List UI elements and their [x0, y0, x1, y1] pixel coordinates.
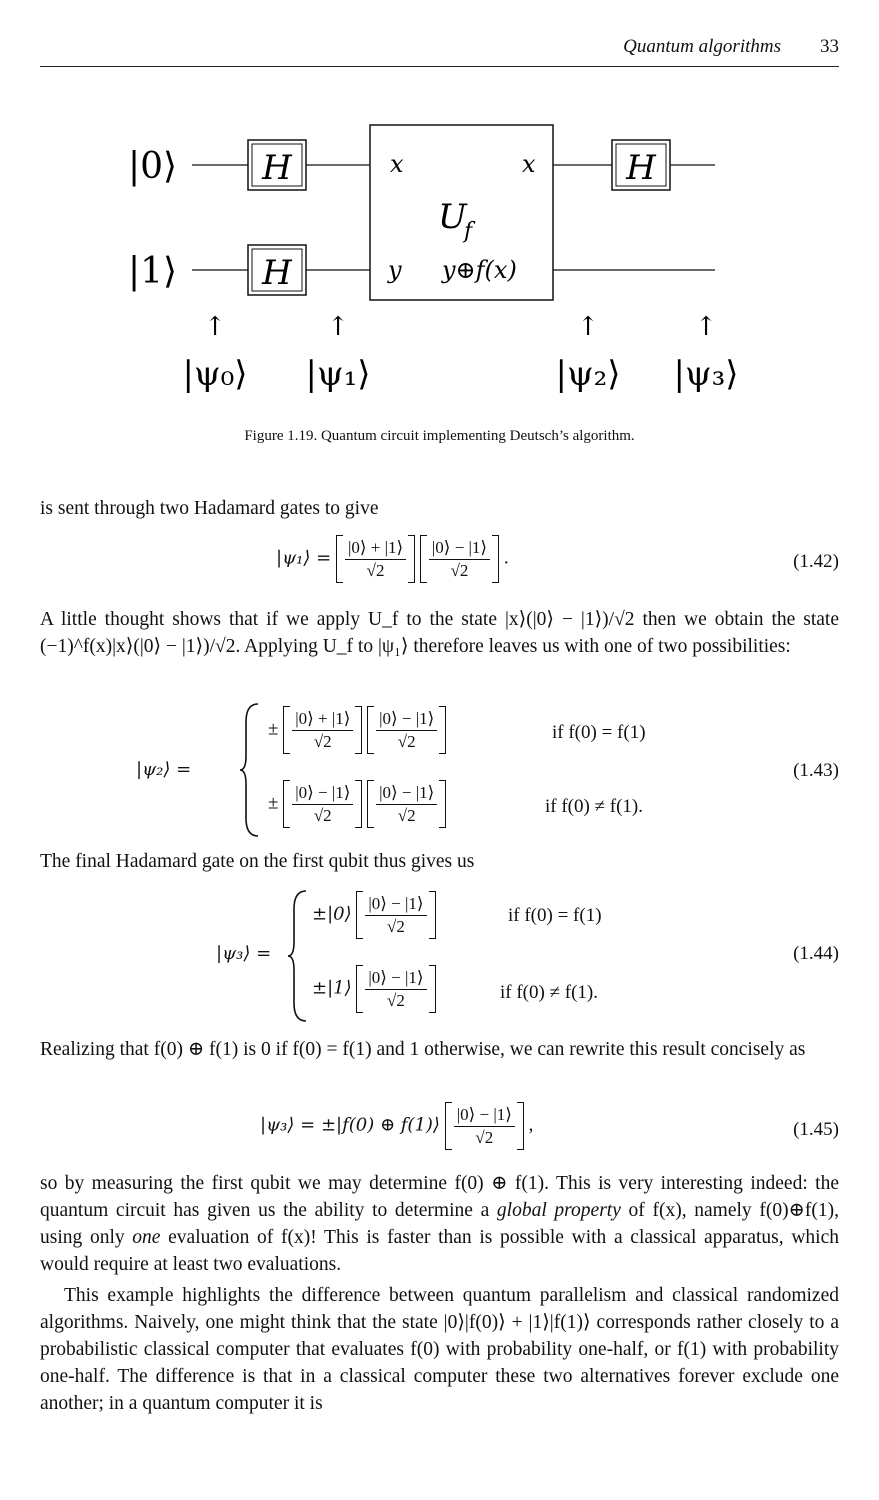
- figure-caption: Figure 1.19. Quantum circuit implementing Deutsch’s algorithm.: [244, 428, 635, 444]
- arrow-psi1: ↑: [327, 312, 349, 342]
- eq42-number: (1.42): [793, 551, 839, 572]
- running-title: Quantum algorithms: [623, 36, 781, 57]
- eq43-case-2: ± $\frac{|0⟩ - |1⟩}{√2}$ $\frac{|0⟩ - |1⟩}{√2}$: [268, 780, 446, 828]
- arrow-psi0: ↑: [204, 312, 226, 342]
- equation-1-44: [40, 887, 839, 1025]
- state-psi2: |ψ₂⟩: [555, 354, 621, 394]
- eq44-brace: [286, 889, 310, 1023]
- eq44-case-1: ±|0⟩ $\frac{|0⟩ - |1⟩}{√2}$: [312, 891, 436, 939]
- eq44-cond-2: if f(0) ≠ f(1).: [500, 982, 598, 1003]
- emph-global-property: global property: [496, 1200, 621, 1221]
- eq42-den2: √2: [450, 560, 469, 580]
- eq43-cond-1: if f(0) = f(1): [552, 722, 646, 743]
- emph-one: one: [132, 1227, 161, 1248]
- state-psi0: |ψ₀⟩: [182, 354, 248, 394]
- paragraph-4: Realizing that f(0) ⊕ f(1) is 0 if f(0) = f(1) and 1 otherwise, we can rewrite this result concisely as: [40, 1039, 806, 1060]
- eq44-number: (1.44): [793, 943, 839, 964]
- eq45-num: |0⟩ − |1⟩: [454, 1104, 515, 1127]
- eq42-num2: |0⟩ − |1⟩: [429, 537, 490, 560]
- eq42-num1: |0⟩ + |1⟩: [345, 537, 406, 560]
- uf-output-y-xor-fx: y⊕f(x): [442, 256, 517, 284]
- page-number: 33: [820, 36, 839, 57]
- paragraph-2: A little thought shows that if we apply U_f to the state |x⟩(|0⟩ − |1⟩)/√2 then we obtain the state (−1)^f(x)|x⟩(|0⟩ − |1⟩)/√2. Applying U_f to |ψ₁⟩ therefore leaves us with one of two possibilities:: [40, 609, 839, 657]
- equation-1-45: [40, 1102, 839, 1158]
- paragraph-1: is sent through two Hadamard gates to give: [40, 498, 379, 519]
- eq42-tail: .: [503, 547, 509, 569]
- eq45-den: √2: [475, 1127, 494, 1147]
- state-psi1: |ψ₁⟩: [305, 354, 371, 394]
- hadamard-label-2: H: [262, 253, 292, 293]
- eq43-cond-2: if f(0) ≠ f(1).: [545, 796, 643, 817]
- eq45-tail: ,: [528, 1114, 534, 1136]
- equation-1-43: [40, 700, 839, 840]
- arrow-psi2: ↑: [577, 312, 599, 342]
- page-header: [40, 36, 839, 67]
- hadamard-label-1: H: [262, 148, 292, 188]
- paragraph-6: This example highlights the difference between quantum parallelism and classical randomized algorithms. Naively, one might think that the state |0⟩|f(0)⟩ + |1⟩|f(1)⟩ corresponds rather closely to a probabilistic classical computer that evaluates f(0) with probability one-half, or f(1) with probability one-half. The difference is that in a classical computer these two alternatives forever exclude one another; in a quantum computer it is: [40, 1285, 839, 1414]
- eq43-lhs: |ψ₂⟩ =: [136, 759, 192, 780]
- uf-output-x: x: [522, 150, 536, 178]
- paragraph-5: so by measuring the first qubit we may determine f(0) ⊕ f(1). This is very interesting indeed: the quantum circuit has given us the ability to determine a global property of f(x), namely f(0)⊕f(1), using only one evaluation of f(x)! This is faster than is possible with a classical apparatus, which would require at least two evaluations.: [40, 1173, 840, 1275]
- uf-subscript: f: [464, 219, 473, 244]
- input-ket-1: |1⟩: [128, 251, 178, 292]
- eq43-number: (1.43): [793, 760, 839, 781]
- uf-input-x: x: [390, 150, 404, 178]
- uf-label: U: [438, 197, 467, 237]
- eq44-cond-1: if f(0) = f(1): [508, 905, 602, 926]
- eq45-lhs: |ψ₃⟩ = ±|f(0) ⊕ f(1)⟩: [260, 1114, 440, 1136]
- eq44-lhs: |ψ₃⟩ =: [216, 943, 272, 964]
- eq43-brace: [238, 702, 262, 838]
- eq45-number: (1.45): [793, 1119, 839, 1140]
- state-psi3: |ψ₃⟩: [673, 354, 739, 394]
- equation-1-42: [40, 535, 839, 591]
- arrow-psi3: ↑: [695, 312, 717, 342]
- paragraph-3: The final Hadamard gate on the first qubit thus gives us: [40, 851, 475, 872]
- eq43-case-1: ± $\frac{|0⟩ + |1⟩}{√2}$ $\frac{|0⟩ - |1⟩}{√2}$: [268, 706, 446, 754]
- eq44-case-2: ±|1⟩ $\frac{|0⟩ - |1⟩}{√2}$: [312, 965, 436, 1013]
- quantum-circuit-figure: [0, 100, 879, 420]
- input-ket-0: |0⟩: [128, 146, 178, 187]
- hadamard-label-3: H: [626, 148, 656, 188]
- uf-input-y: y: [388, 256, 402, 284]
- eq42-den1: √2: [366, 560, 385, 580]
- eq42-lhs: |ψ₁⟩ =: [276, 547, 332, 569]
